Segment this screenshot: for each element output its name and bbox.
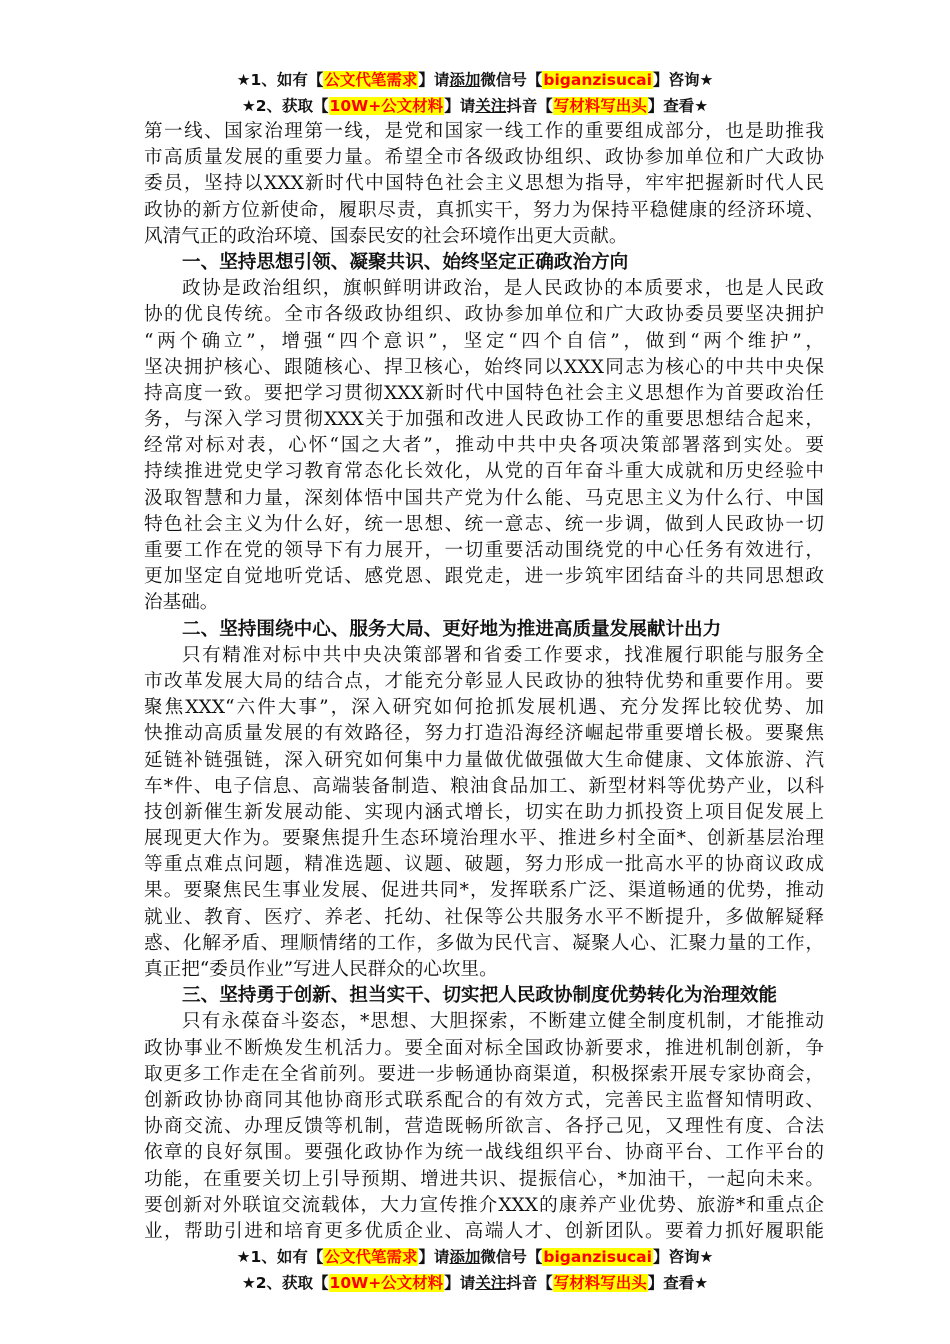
promo-line-1 [0, 67, 950, 93]
body-line: 政协事业不断焕发生机活力。要全面对标全国政协新要求，推进机制创新，争 [144, 1037, 824, 1059]
body-line: 治基础。 [144, 592, 219, 614]
promo-line-1 [0, 1244, 950, 1270]
promo-wechat-id: biganzisucai [543, 71, 652, 89]
promo-text: 】查看★ [647, 97, 709, 115]
body-line: 车*件、电子信息、高端装备制造、粮油食品加工、新型材料等优势产业，以科 [144, 775, 824, 797]
section-heading-2: 二、坚持围绕中心、服务大局、更好地为推进高质量发展献计出力 [182, 618, 722, 640]
body-line: 延链补链强链，深入研究如何集中力量做优做强做大生命健康、文体旅游、汽 [144, 749, 824, 771]
promo-text: 抖音【 [506, 97, 553, 115]
section-heading-1: 一、坚持思想引领、凝聚共识、始终坚定正确政治方向 [182, 251, 629, 273]
body-line: 技创新催生新发展动能、实现内涵式增长，切实在助力抓投资上项目促发展上 [144, 801, 824, 823]
promo-text: ★2、获取【 [241, 97, 329, 115]
promo-underlined: 关注 [475, 1274, 507, 1292]
body-line: “两个确立”，增强“四个意识”，坚定“四个自信”，做到“两个维护”， [144, 330, 824, 352]
promo-text: 微信号【 [480, 71, 543, 89]
promo-text: 微信号【 [480, 1248, 543, 1266]
body-line: 协的优良传统。全市各级政协组织、政协参加单位和广大政协委员要坚决拥护 [144, 304, 824, 326]
promo-text: 】请 [444, 1274, 476, 1292]
body-line: 功能，在重要关切上引导预期、增进共识、提振信心，*加油干，一起向未来。 [144, 1168, 824, 1190]
body-line: 持高度一致。要把学习贯彻XXX新时代中国特色社会主义思想作为首要政治任 [144, 382, 824, 404]
body-line: 坚决拥护核心、跟随核心、捍卫核心，始终同以XXX同志为核心的中共中央保 [144, 356, 824, 378]
header-promo-banner [0, 67, 950, 119]
body-line: 更加坚定自觉地听党话、感党恩、跟党走，进一步筑牢团结奋斗的共同思想政 [144, 566, 824, 588]
body-line: 市改革发展大局的结合点，才能充分彰显人民政协的独特优势和重要作用。要 [144, 670, 824, 692]
promo-underlined: 添加 [449, 1248, 481, 1266]
body-line: 展现更大作为。要聚焦提升生态环境治理水平、推进乡村全面*、创新基层治理 [144, 828, 824, 850]
body-line: 第一线、国家治理第一线，是党和国家一线工作的重要组成部分，也是助推我 [144, 121, 824, 142]
promo-text: 】请 [418, 1248, 450, 1266]
body-line: 务，与深入学习贯彻XXX关于加强和改进人民政协工作的重要思想结合起来， [144, 409, 824, 431]
promo-underlined: 添加 [449, 71, 481, 89]
body-line: 只有精准对标中共中央决策部署和省委工作要求，找准履行职能与服务全 [182, 644, 824, 666]
body-line: 惑、化解矛盾、理顺情绪的工作，多做为民代言、凝聚人心、汇聚力量的工作， [144, 932, 824, 954]
promo-highlight: 10W+公文材料 [329, 97, 444, 115]
promo-text: 】咨询★ [652, 1248, 714, 1266]
body-line: 真正把“委员作业”写进人民群众的心坎里。 [144, 959, 498, 980]
body-line: 持续推进党史学习教育常态化长效化，从党的百年奋斗重大成就和历史经验中 [144, 461, 824, 483]
body-line: 快推动高质量发展的有效路径，努力打造沿海经济崛起带重要增长极。要聚焦 [144, 723, 824, 745]
promo-text: 】咨询★ [652, 71, 714, 89]
body-line: 委员，坚持以XXX新时代中国特色社会主义思想为指导，牢牢把握新时代人民 [144, 173, 824, 195]
body-line: 果。要聚焦民生事业发展、促进共同*，发挥联系广泛、渠道畅通的优势，推动 [144, 880, 824, 902]
promo-highlight: 公文代笔需求 [324, 71, 418, 89]
body-line: 就业、教育、医疗、养老、托幼、社保等公共服务水平不断提升，多做解疑释 [144, 906, 824, 928]
section-heading-3: 三、坚持勇于创新、担当实干、切实把人民政协制度优势转化为治理效能 [182, 985, 778, 1007]
body-line: 等重点难点问题，精准选题、议题、破题，努力形成一批高水平的协商议政成 [144, 854, 824, 876]
promo-line-2 [0, 1270, 950, 1296]
promo-highlight: 10W+公文材料 [329, 1274, 444, 1292]
body-line: 市高质量发展的重要力量。希望全市各级政协组织、政协参加单位和广大政协 [144, 147, 824, 169]
body-line: 协商交流、办理反馈等机制，营造既畅所欲言、各抒己见，又理性有度、合法 [144, 1116, 824, 1138]
footer-promo-banner [0, 1244, 950, 1296]
body-line: 业，帮助引进和培育更多优质企业、高端人才、创新团队。要着力抓好履职能 [144, 1220, 824, 1242]
body-line: 创新政协协商同其他协商形式联系配合的有效方式，完善民主监督知情明政、 [144, 1089, 824, 1111]
body-line: 要创新对外联谊交流载体，大力宣传推介XXX的康养产业优势、旅游*和重点企 [144, 1194, 824, 1216]
promo-wechat-id: biganzisucai [543, 1248, 652, 1266]
promo-text: 】查看★ [647, 1274, 709, 1292]
body-line: 经常对标对表，心怀“国之大者”，推动中共中央各项决策部署落到实处。要 [144, 435, 824, 457]
body-line: 特色社会主义为什么好，统一思想、统一意志、统一步调，做到人民政协一切 [144, 513, 824, 535]
promo-text: ★2、获取【 [241, 1274, 329, 1292]
promo-douyin-account: 写材料写出头 [553, 97, 647, 115]
body-line: 政协的新方位新使命，履职尽责，真抓实干，努力为保持平稳健康的经济环境、 [144, 199, 824, 221]
body-line: 政协是政治组织，旗帜鲜明讲政治，是人民政协的本质要求，也是人民政 [182, 278, 824, 300]
promo-highlight: 公文代笔需求 [324, 1248, 418, 1266]
promo-text: 抖音【 [506, 1274, 553, 1292]
promo-text: 】请 [418, 71, 450, 89]
body-line: 重要工作在党的领导下有力展开，一切重要活动围绕党的中心任务有效进行， [144, 540, 824, 561]
body-line: 依章的良好氛围。要强化政协作为统一战线组织平台、协商平台、工作平台的 [144, 1142, 824, 1164]
body-line: 只有永葆奋斗姿态，*思想、大胆探索，不断建立健全制度机制，才能推动 [182, 1011, 824, 1033]
document-body [144, 119, 824, 1271]
promo-line-2 [0, 93, 950, 119]
body-line: 取更多工作走在全省前列。要进一步畅通协商渠道，积极探索开展专家协商会， [144, 1063, 824, 1085]
promo-douyin-account: 写材料写出头 [553, 1274, 647, 1292]
promo-text: 】请 [444, 97, 476, 115]
promo-text: ★1、如有【 [236, 71, 324, 89]
promo-text: ★1、如有【 [236, 1248, 324, 1266]
promo-underlined: 关注 [475, 97, 507, 115]
body-line: 汲取智慧和力量，深刻体悟中国共产党为什么能、马克思主义为什么行、中国 [144, 487, 824, 509]
body-line: 风清气正的政治环境、国泰民安的社会环境作出更大贡献。 [144, 225, 628, 247]
body-line: 聚焦XXX“六件大事”，深入研究如何抢抓发展机遇、充分发挥比较优势、加 [144, 697, 824, 719]
